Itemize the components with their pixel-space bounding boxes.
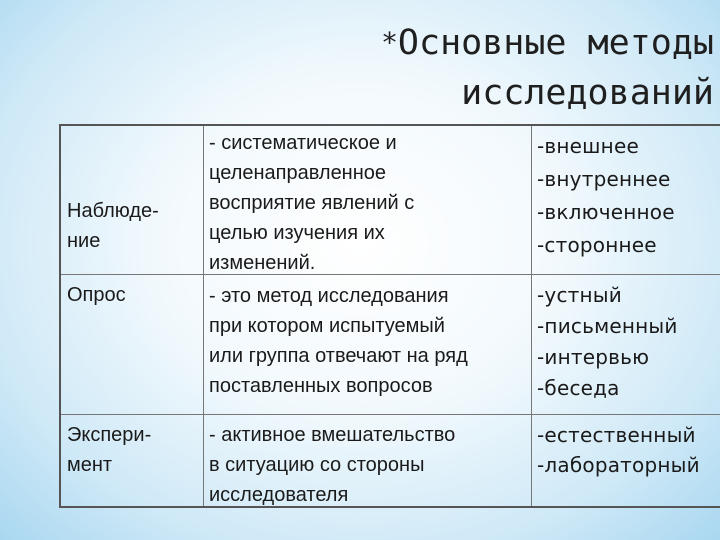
- method-name: мент: [67, 454, 113, 476]
- definition-line: восприятие явлений с: [209, 192, 415, 214]
- type-item: -лабораторный: [537, 453, 700, 477]
- title-line-1: Основные методы: [397, 23, 714, 63]
- type-item: -письменный: [537, 314, 678, 338]
- types-cell: [537, 280, 678, 404]
- types-cell: [537, 130, 675, 262]
- definition-line: - это метод исследования: [209, 285, 449, 307]
- definition-line: при котором испытуемый: [209, 315, 445, 337]
- definition-line: целью изучения их: [209, 222, 385, 244]
- type-item: -стороннее: [537, 233, 657, 257]
- method-cell: [67, 420, 151, 480]
- type-item: -внутреннее: [537, 167, 671, 191]
- method-cell: [67, 196, 159, 256]
- definition-line: в ситуацию со стороны: [209, 454, 425, 476]
- definition-line: - систематическое и: [209, 132, 397, 154]
- method-name: Экспери-: [67, 424, 152, 446]
- definition-line: изменений.: [209, 252, 316, 274]
- method-name: ние: [67, 230, 101, 252]
- definition-cell: [209, 128, 414, 278]
- method-cell: [67, 280, 126, 310]
- type-item: -интервью: [537, 345, 650, 369]
- definition-line: исследователя: [209, 484, 349, 506]
- column-divider: [203, 126, 204, 506]
- definition-line: или группа отвечают на ряд: [209, 345, 468, 367]
- definition-cell: [209, 281, 468, 401]
- type-item: -естественный: [537, 423, 696, 447]
- column-divider: [531, 126, 532, 506]
- definition-line: целенаправленное: [209, 162, 387, 184]
- methods-table: [59, 124, 720, 508]
- title-asterisk: *: [381, 26, 398, 59]
- slide-title: [194, 18, 714, 118]
- row-divider: [61, 414, 720, 415]
- type-item: -внешнее: [537, 134, 639, 158]
- method-name: Опрос: [67, 284, 126, 306]
- definition-line: поставленных вопросов: [209, 375, 433, 397]
- title-line-2: исследований: [461, 73, 714, 113]
- method-name: Наблюде-: [67, 200, 159, 222]
- types-cell: [537, 420, 700, 480]
- type-item: -включенное: [537, 200, 675, 224]
- type-item: -устный: [537, 283, 622, 307]
- type-item: -беседа: [537, 376, 620, 400]
- definition-line: - активное вмешательство: [209, 424, 456, 446]
- definition-cell: [209, 420, 455, 510]
